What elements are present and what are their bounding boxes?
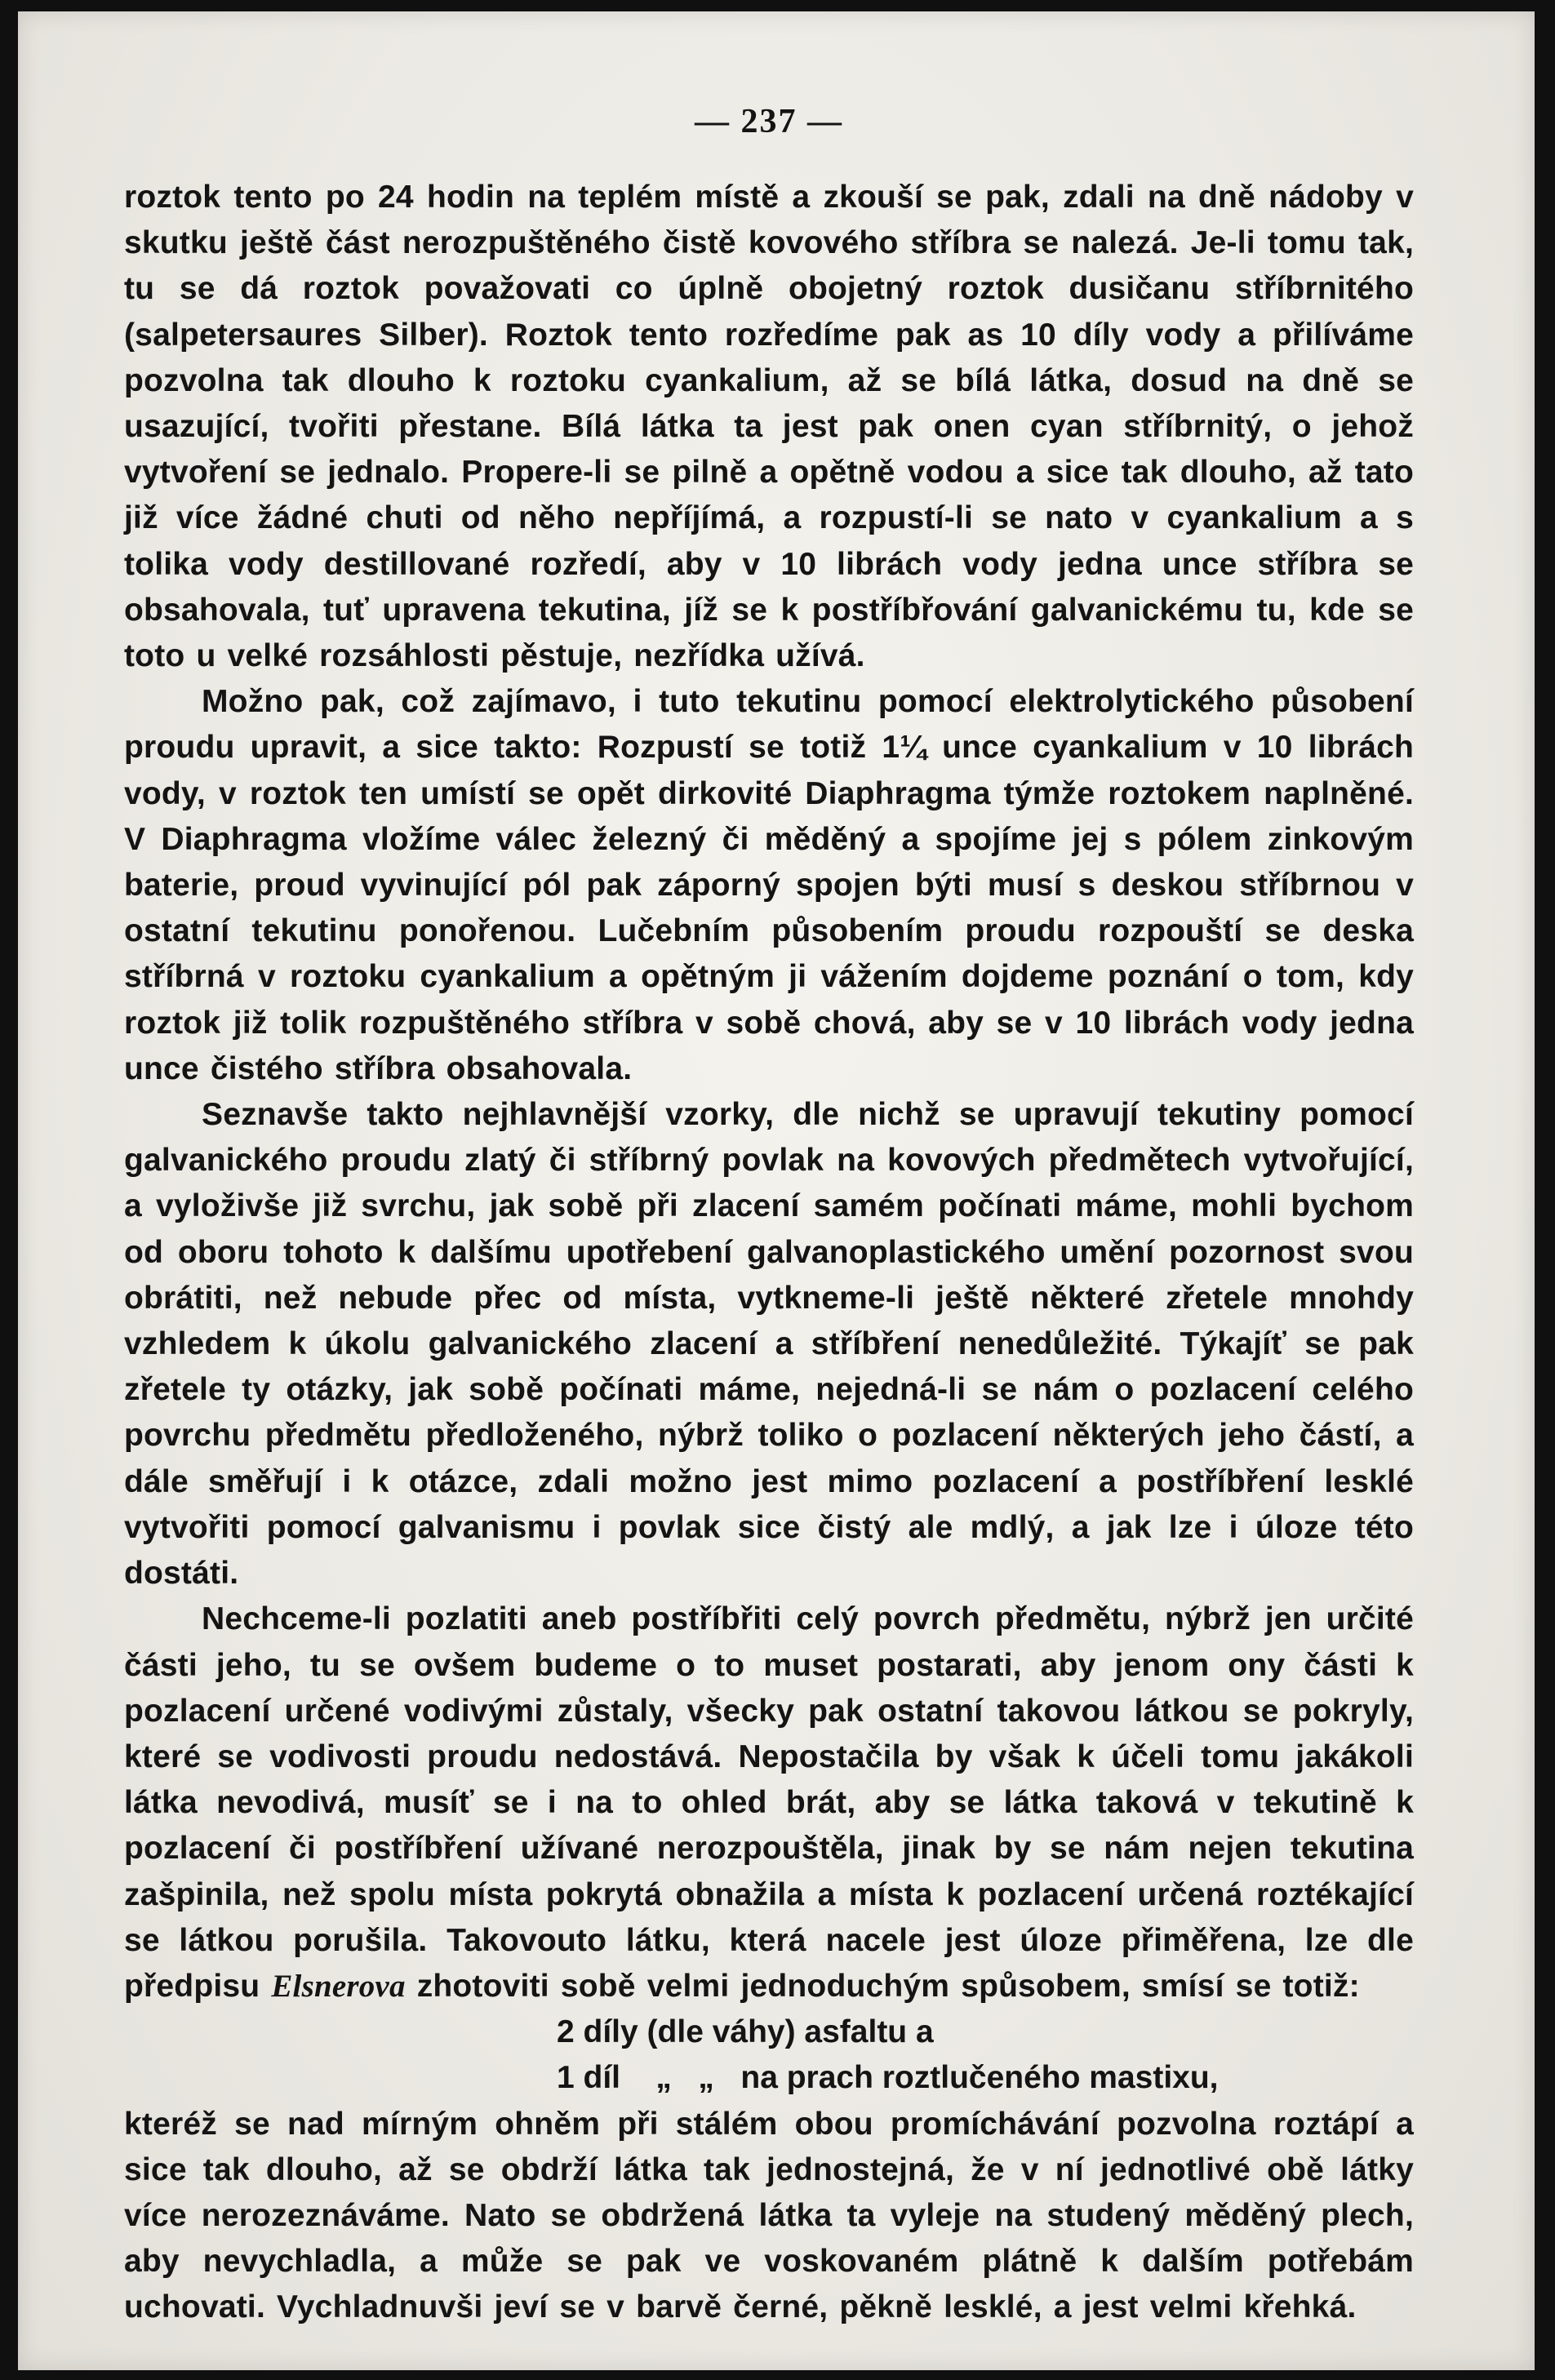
formula-line-1: 2 díly (dle váhy) asfaltu a bbox=[557, 2014, 934, 2050]
paragraph-4-text-start: Nechceme-li pozlatiti aneb postříbřiti celý povrch předmětu, nýbrž jen určité části jeho, tu se ovšem budeme o to muset postarati, aby jenom ony části k pozlacení určené vodivými zůstaly, všecky pak ostatní takovou látkou se pokryly, které se vodivosti proudu nedostává. Nepostačila by však k účeli tomu jakákoli látka nevodivá, musíť se i na to ohled brát, aby se látka taková v tekutině k pozlacení či postříbření užívané nerozpouštěla, jinak by se nám nejen tekutina zašpinila, než spolu místa pokrytá obnažila a místa k pozlacení určená roztékající se látkou porušila. Takovouto látku, která nacele jest úloze přiměřena, lze dle předpisu bbox=[124, 1601, 1414, 2004]
paragraph-4-text-end: zhotoviti sobě velmi jednoduchým spůsobem, smísí se totiž: bbox=[405, 1968, 1360, 2004]
paragraph-2: Možno pak, což zajímavo, i tuto tekutinu pomocí elektrolytického působení proudu upravit, a sice takto: Rozpustí se totiž 1¼ unce cyankalium v 10 librách vody, v roztok ten umístí se opět dirkovité Diaphragma týmže roztokem naplněné. V Diaphragma vložíme válec železný či měděný a spojíme jej s pólem zinkovým baterie, proud vyvinující pól pak záporný spojen býti musí s deskou stříbrnou v ostatní tekutinu ponořenou. Lučebním působením proudu rozpouští se deska stříbrná v roztoku cyankalium a opětným ji vážením dojdeme poznání o tom, kdy roztok již tolik rozpuštěného stříbra v sobě chová, aby se v 10 librách vody jedna unce čistého stříbra obsahovala. bbox=[124, 684, 1414, 1086]
page-content bbox=[124, 101, 1414, 2331]
book-page bbox=[18, 11, 1535, 2370]
paragraph-1: roztok tento po 24 hodin na teplém místě a zkouší se pak, zdali na dně nádoby v skutku ještě část nerozpuštěného čistě kovového stříbra se nalezá. Je-li tomu tak, tu se dá roztok považovati co úplně obojetný roztok dusičanu stříbrnitého (salpetersaures Silber). Roztok tento rozředíme pak as 10 díly vody a přilíváme pozvolna tak dlouho k roztoku cyankalium, až se bílá látka, dosud na dně se usazující, tvořiti přestane. Bílá látka ta jest pak onen cyan stříbrnitý, o jehož vytvoření se jednalo. Propere-li se pilně a opětně vodou a sice tak dlouho, až tato již více žádné chuti od něho nepříjímá, a rozpustí-li se nato v cyankalium a s tolika vody destillované rozředí, aby v 10 librách vody jedna unce stříbra se obsahovala, tuť upravena tekutina, jíž se k postříbřování galvanickému tu, kde se toto u velké rozsáhlosti pěstuje, nezřídka užívá. bbox=[124, 180, 1414, 674]
page-number: — 237 — bbox=[695, 103, 843, 140]
recipe-formula bbox=[124, 2009, 1414, 2101]
author-name: Elsnerova bbox=[271, 1968, 406, 2004]
paragraph-3: Seznavše takto nejhlavnější vzorky, dle nichž se upravují tekutiny pomocí galvanického proudu zlatý či stříbrný povlak na kovových předmětech vytvořující, a vyloživše již svrchu, jak sobě při zlacení samém počínati máme, mohli bychom od oboru tohoto k dalšímu upotřebení galvanoplastického umění pozornost svou obrátiti, než nebude přec od místa, vytkneme-li ještě některé zřetele mnohdy vzhledem k úkolu galvanického zlacení a stříbření nenedůležité. Týkajíť se pak zřetele ty otázky, jak sobě počínati máme, nejedná-li se nám o pozlacení celého povrchu předmětu předloženého, nýbrž toliko o pozlacení některých jeho částí, a dále směřují i k otázce, zdali možno jest mimo pozlacení a postříbření lesklé vytvořiti pomocí galvanismu i povlak sice čistý ale mdlý, a jak lze i úloze této dostáti. bbox=[124, 1097, 1414, 1592]
formula-line-2: 1 díl „ „ na prach roztlučeného mastixu, bbox=[557, 2060, 1219, 2096]
paragraph-5: kteréž se nad mírným ohněm při stálém obou promíchávání pozvolna roztápí a sice tak dlouho, až se obdrží látka tak jednostejná, že v ní jednotlivé obě látky více nerozeznáváme. Nato se obdržená látka ta vyleje na studený měděný plech, aby nevychladla, a může se pak ve voskovaném plátně k dalším potřebám uchovati. Vychladnuvši jeví se v barvě černé, pěkně lesklé, a jest velmi křehká. bbox=[124, 2106, 1414, 2325]
paragraph-4 bbox=[124, 1596, 1414, 2009]
